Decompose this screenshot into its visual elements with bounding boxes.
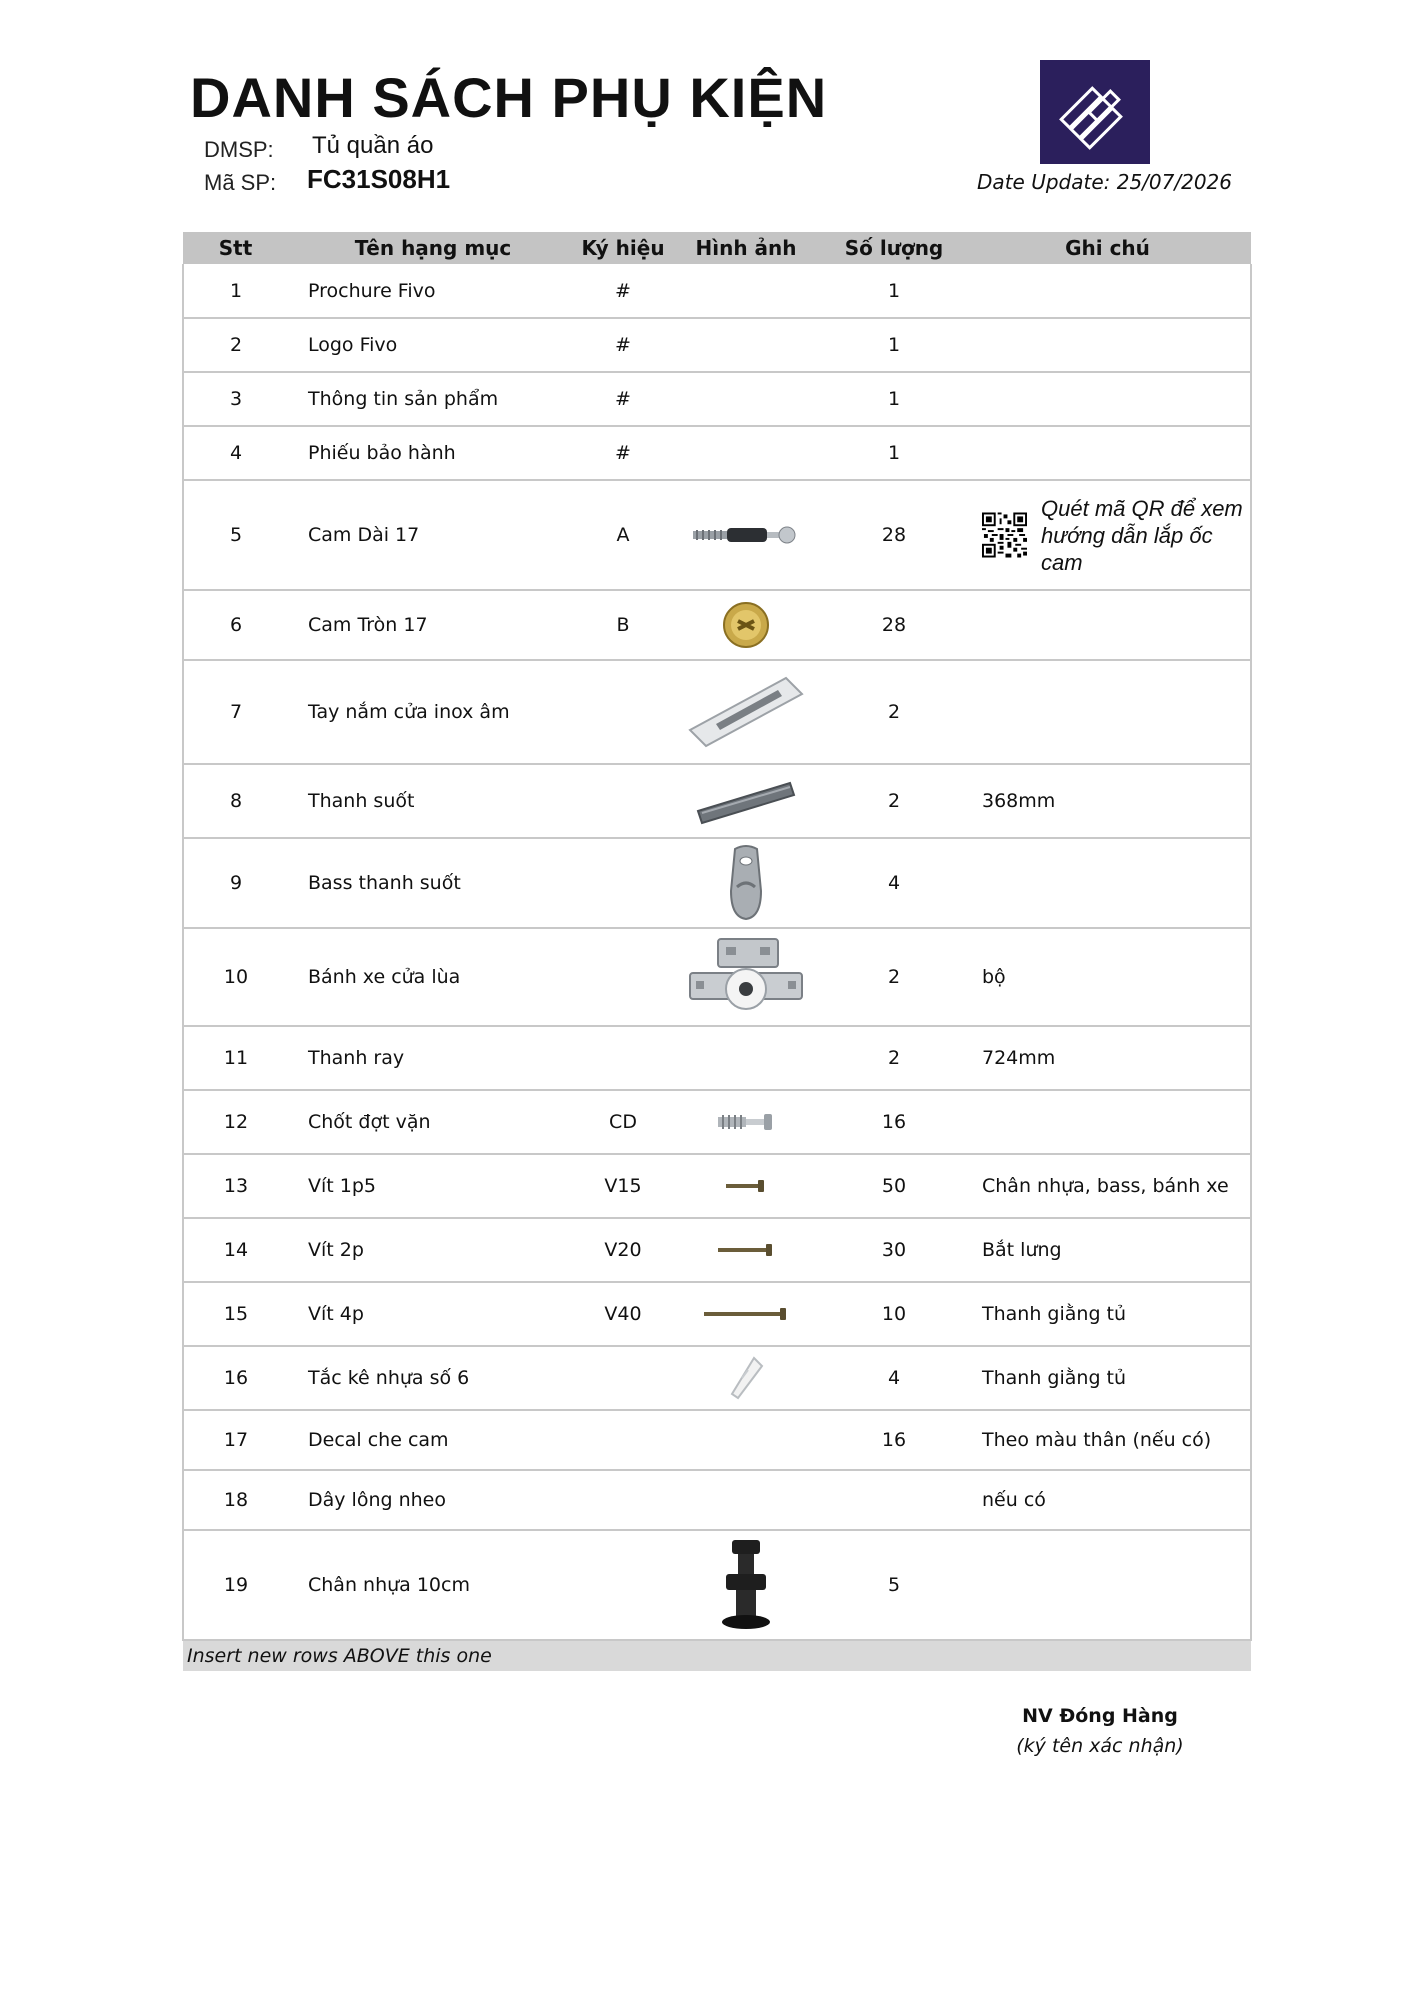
cell-note xyxy=(964,590,1251,660)
cell-stt: 10 xyxy=(183,928,288,1026)
cell-qty: 10 xyxy=(824,1282,964,1346)
cell-image xyxy=(668,1154,824,1218)
cell-code: V15 xyxy=(578,1154,668,1218)
cell-code: # xyxy=(578,264,668,318)
cell-qty: 4 xyxy=(824,1346,964,1410)
cell-code xyxy=(578,660,668,764)
cell-image xyxy=(668,764,824,838)
cell-stt: 15 xyxy=(183,1282,288,1346)
cell-code xyxy=(578,928,668,1026)
cell-image xyxy=(668,1090,824,1154)
cell-stt: 4 xyxy=(183,426,288,480)
rail-bar-icon xyxy=(668,773,824,829)
cell-note xyxy=(964,480,1251,590)
table-row xyxy=(183,1154,1251,1218)
dmsp-value: Tủ quần áo xyxy=(312,132,434,159)
cell-image xyxy=(668,318,824,372)
cell-name: Vít 1p5 xyxy=(288,1154,578,1218)
cell-note xyxy=(964,1530,1251,1640)
cell-qty: 2 xyxy=(824,928,964,1026)
cell-name: Phiếu bảo hành xyxy=(288,426,578,480)
cell-name: Vít 2p xyxy=(288,1218,578,1282)
cell-name: Cam Dài 17 xyxy=(288,480,578,590)
cell-image xyxy=(668,1530,824,1640)
cell-qty: 28 xyxy=(824,480,964,590)
cell-name: Chân nhựa 10cm xyxy=(288,1530,578,1640)
cell-note xyxy=(964,318,1251,372)
col-code: Ký hiệu xyxy=(578,232,668,264)
fivo-logo-icon xyxy=(1040,60,1150,164)
shelf-pin-icon xyxy=(668,1108,824,1136)
screw-small-icon xyxy=(668,1178,824,1194)
cell-note: bộ xyxy=(964,928,1251,1026)
screw-medium-icon xyxy=(668,1242,824,1258)
cell-note xyxy=(964,264,1251,318)
table-row xyxy=(183,318,1251,372)
cell-stt: 13 xyxy=(183,1154,288,1218)
cell-image xyxy=(668,1346,824,1410)
cell-image xyxy=(668,480,824,590)
accessory-table xyxy=(182,232,1252,1671)
cell-note: 724mm xyxy=(964,1026,1251,1090)
signature-title: NV Đóng Hàng xyxy=(1022,1705,1178,1727)
cell-code xyxy=(578,764,668,838)
cell-note: Theo màu thân (nếu có) xyxy=(964,1410,1251,1470)
cell-stt: 11 xyxy=(183,1026,288,1090)
cell-image xyxy=(668,1470,824,1530)
page-title: DANH SÁCH PHỤ KIỆN xyxy=(190,66,828,129)
cell-stt: 16 xyxy=(183,1346,288,1410)
date-update: Date Update: 25/07/2026 xyxy=(977,170,1232,194)
table-header-row xyxy=(183,232,1251,264)
masp-value: FC31S08H1 xyxy=(307,164,451,194)
cam-lock-icon xyxy=(668,599,824,651)
table-row xyxy=(183,1218,1251,1282)
cell-stt: 17 xyxy=(183,1410,288,1470)
col-name: Tên hạng mục xyxy=(288,232,578,264)
footer-note: Insert new rows ABOVE this one xyxy=(183,1640,1251,1671)
table-row xyxy=(183,1282,1251,1346)
cell-note: Thanh giằng tủ xyxy=(964,1346,1251,1410)
cell-code xyxy=(578,1530,668,1640)
qr-instruction: Quét mã QR để xem hướng dẫn lắp ốc cam xyxy=(1041,495,1243,575)
table-row xyxy=(183,1026,1251,1090)
table-row xyxy=(183,590,1251,660)
cell-code: B xyxy=(578,590,668,660)
cell-qty: 16 xyxy=(824,1090,964,1154)
cell-code: # xyxy=(578,372,668,426)
cell-code: V40 xyxy=(578,1282,668,1346)
cell-qty: 5 xyxy=(824,1530,964,1640)
table-footer-row xyxy=(183,1640,1251,1671)
table-row xyxy=(183,928,1251,1026)
cell-name: Vít 4p xyxy=(288,1282,578,1346)
cell-name: Dây lông nheo xyxy=(288,1470,578,1530)
cell-qty: 1 xyxy=(824,264,964,318)
masp-label: Mã SP: xyxy=(204,170,277,195)
cell-note xyxy=(964,838,1251,928)
cell-qty: 2 xyxy=(824,660,964,764)
cell-qty: 1 xyxy=(824,372,964,426)
table-row xyxy=(183,264,1251,318)
table-row xyxy=(183,838,1251,928)
table-row xyxy=(183,660,1251,764)
cell-qty: 4 xyxy=(824,838,964,928)
cell-qty xyxy=(824,1470,964,1530)
cam-bolt-icon xyxy=(668,520,824,550)
cell-stt: 3 xyxy=(183,372,288,426)
cell-stt: 18 xyxy=(183,1470,288,1530)
cell-code xyxy=(578,838,668,928)
cell-image xyxy=(668,1410,824,1470)
cell-image xyxy=(668,1218,824,1282)
signature-subtitle: (ký tên xác nhận) xyxy=(1016,1735,1184,1757)
cell-image xyxy=(668,928,824,1026)
col-qty: Số lượng xyxy=(824,232,964,264)
cell-name: Thanh ray xyxy=(288,1026,578,1090)
cell-name: Bass thanh suốt xyxy=(288,838,578,928)
cell-name: Chốt đợt vặn xyxy=(288,1090,578,1154)
cell-image xyxy=(668,372,824,426)
cell-stt: 7 xyxy=(183,660,288,764)
col-stt: Stt xyxy=(183,232,288,264)
cell-code xyxy=(578,1470,668,1530)
cell-name: Thông tin sản phẩm xyxy=(288,372,578,426)
rod-bracket-icon xyxy=(668,843,824,923)
cell-qty: 2 xyxy=(824,764,964,838)
cell-name: Tay nắm cửa inox âm xyxy=(288,660,578,764)
cell-note: Bắt lưng xyxy=(964,1218,1251,1282)
cell-code: A xyxy=(578,480,668,590)
table-row xyxy=(183,1090,1251,1154)
cell-stt: 1 xyxy=(183,264,288,318)
cell-stt: 8 xyxy=(183,764,288,838)
cell-stt: 2 xyxy=(183,318,288,372)
sliding-wheel-icon xyxy=(668,935,824,1019)
table-row xyxy=(183,1530,1251,1640)
cell-qty: 28 xyxy=(824,590,964,660)
screw-long-icon xyxy=(668,1306,824,1322)
cell-note: Thanh giằng tủ xyxy=(964,1282,1251,1346)
plastic-foot-icon xyxy=(668,1538,824,1632)
col-image: Hình ảnh xyxy=(668,232,824,264)
cell-code: # xyxy=(578,318,668,372)
cell-image xyxy=(668,660,824,764)
cell-stt: 5 xyxy=(183,480,288,590)
table-row xyxy=(183,1346,1251,1410)
dmsp-label: DMSP: xyxy=(204,137,274,162)
cell-name: Tắc kê nhựa số 6 xyxy=(288,1346,578,1410)
cell-image xyxy=(668,838,824,928)
cell-stt: 19 xyxy=(183,1530,288,1640)
wall-plug-icon xyxy=(668,1354,824,1402)
cell-qty: 1 xyxy=(824,318,964,372)
table-row xyxy=(183,1410,1251,1470)
cell-name: Cam Tròn 17 xyxy=(288,590,578,660)
qr-code-icon xyxy=(982,489,1027,581)
cell-image xyxy=(668,1026,824,1090)
cell-note xyxy=(964,660,1251,764)
cell-qty: 16 xyxy=(824,1410,964,1470)
cell-stt: 6 xyxy=(183,590,288,660)
table-row xyxy=(183,372,1251,426)
col-note: Ghi chú xyxy=(964,232,1251,264)
cell-stt: 14 xyxy=(183,1218,288,1282)
cell-image xyxy=(668,264,824,318)
cell-code: V20 xyxy=(578,1218,668,1282)
cell-code: # xyxy=(578,426,668,480)
cell-qty: 50 xyxy=(824,1154,964,1218)
cell-name: Logo Fivo xyxy=(288,318,578,372)
cell-stt: 12 xyxy=(183,1090,288,1154)
cell-name: Prochure Fivo xyxy=(288,264,578,318)
cell-note: 368mm xyxy=(964,764,1251,838)
cell-image xyxy=(668,1282,824,1346)
cell-code xyxy=(578,1026,668,1090)
table-row xyxy=(183,480,1251,590)
cell-note: Chân nhựa, bass, bánh xe xyxy=(964,1154,1251,1218)
cell-code xyxy=(578,1346,668,1410)
cell-note xyxy=(964,1090,1251,1154)
table-row xyxy=(183,426,1251,480)
recessed-handle-icon xyxy=(668,672,824,752)
cell-image xyxy=(668,426,824,480)
table-row xyxy=(183,1470,1251,1530)
cell-qty: 2 xyxy=(824,1026,964,1090)
cell-note xyxy=(964,426,1251,480)
table-row xyxy=(183,764,1251,838)
cell-stt: 9 xyxy=(183,838,288,928)
cell-code xyxy=(578,1410,668,1470)
cell-image xyxy=(668,590,824,660)
cell-name: Thanh suốt xyxy=(288,764,578,838)
cell-qty: 1 xyxy=(824,426,964,480)
cell-name: Bánh xe cửa lùa xyxy=(288,928,578,1026)
cell-qty: 30 xyxy=(824,1218,964,1282)
cell-name: Decal che cam xyxy=(288,1410,578,1470)
signature-block xyxy=(990,1705,1210,1757)
cell-code: CD xyxy=(578,1090,668,1154)
cell-note xyxy=(964,372,1251,426)
cell-note: nếu có xyxy=(964,1470,1251,1530)
